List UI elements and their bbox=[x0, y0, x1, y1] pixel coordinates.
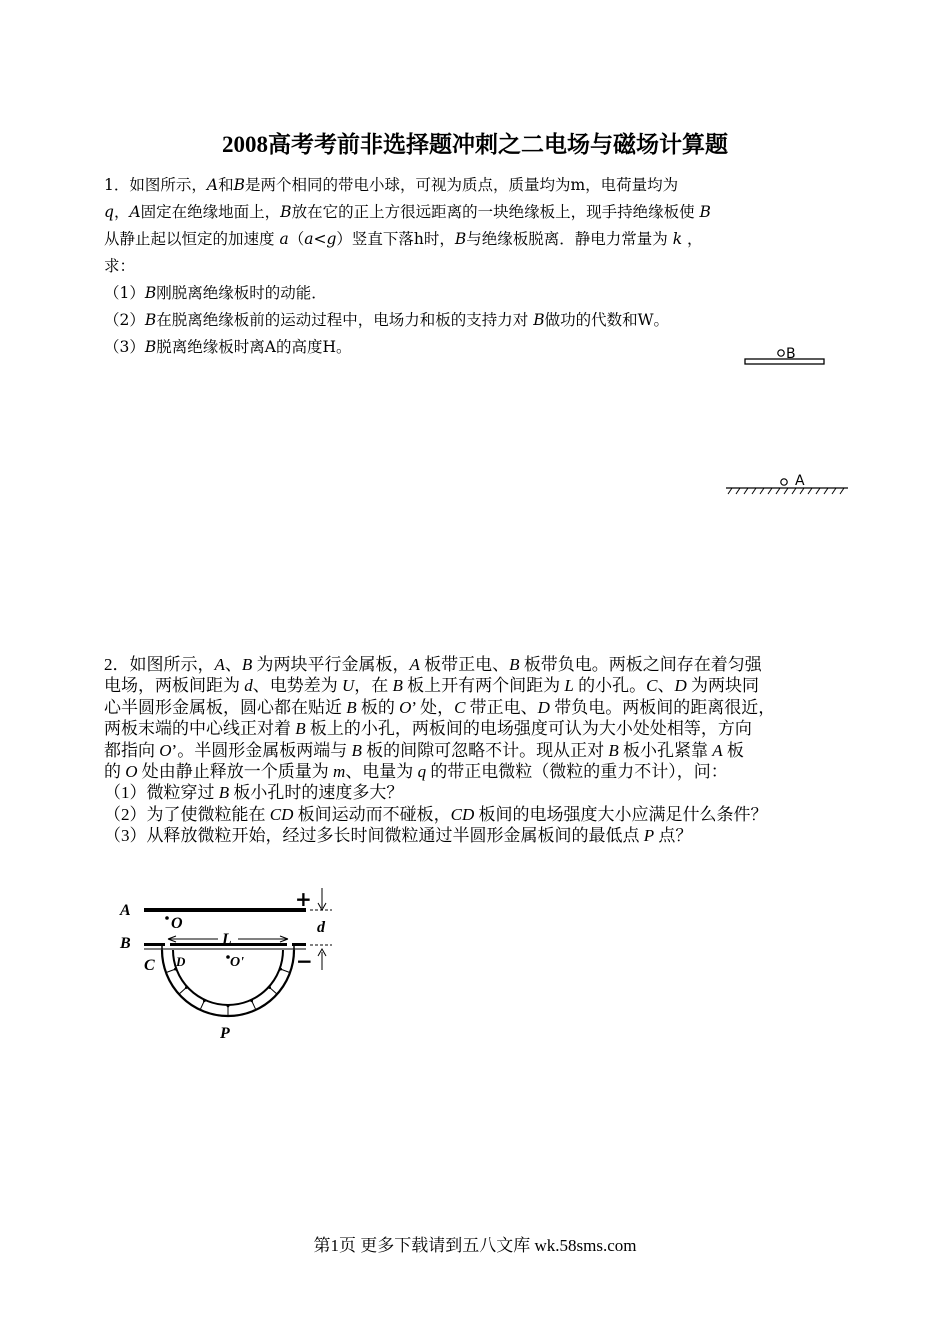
field-arrow-head bbox=[268, 986, 271, 989]
math-variable: B bbox=[241, 655, 253, 674]
math-variable: A bbox=[409, 655, 420, 674]
math-variable: m bbox=[333, 762, 346, 781]
p1-line bbox=[104, 336, 351, 358]
math-variable: B bbox=[509, 655, 520, 674]
text-segment: < bbox=[313, 230, 327, 248]
text-segment: 做功的代数和W。 bbox=[544, 311, 670, 329]
text-segment: 2．如图所示， bbox=[104, 655, 215, 674]
text-segment: 、电势差为 bbox=[252, 676, 342, 696]
text-segment: 两板末端的中心线正对着 bbox=[104, 719, 296, 739]
label-p: P bbox=[220, 1025, 230, 1042]
text-segment: 、 bbox=[657, 676, 675, 696]
text-segment: 的 bbox=[104, 762, 126, 781]
text-segment: ’ 处， bbox=[411, 697, 455, 717]
text-segment: 刚脱离绝缘板时的动能． bbox=[156, 284, 327, 302]
text-segment: （ bbox=[288, 230, 305, 248]
text-segment: ， bbox=[682, 230, 703, 248]
text-segment: 板的 bbox=[356, 697, 400, 717]
math-variable: O bbox=[125, 762, 138, 781]
math-variable: B bbox=[346, 697, 357, 717]
text-segment: 为两块同 bbox=[686, 676, 760, 696]
text-segment: 固定在绝缘地面上， bbox=[140, 203, 281, 221]
text-segment: 是两个相同的带电小球，可视为质点，质量均为m，电荷量均为 bbox=[244, 176, 679, 194]
math-variable: B bbox=[454, 230, 467, 248]
math-variable: CD bbox=[269, 804, 294, 824]
p2-line bbox=[104, 654, 762, 676]
math-variable: d bbox=[244, 676, 253, 696]
field-arrow-head bbox=[203, 999, 206, 1002]
text-segment: （3） bbox=[104, 338, 145, 356]
text-segment: （2） bbox=[104, 311, 145, 329]
p2-line bbox=[104, 718, 752, 740]
p2-line bbox=[104, 761, 728, 783]
math-variable: k bbox=[672, 230, 683, 248]
math-variable: A bbox=[214, 655, 225, 674]
text-segment: 都指向 bbox=[104, 740, 160, 760]
text-segment: 板带正电、 bbox=[419, 655, 510, 674]
label-d-plate: D bbox=[176, 954, 186, 969]
ground-hatch-mark bbox=[744, 488, 748, 494]
math-variable: P bbox=[643, 826, 655, 846]
text-segment: 板上的小孔，两板间的电场强度可认为大小处处相等，方向 bbox=[305, 719, 752, 739]
text-segment: 板小孔紧靠 bbox=[618, 740, 713, 760]
text-segment: 脱离绝缘板时离A的高度H。 bbox=[156, 338, 352, 356]
math-variable: q bbox=[417, 762, 427, 781]
math-variable: A bbox=[712, 740, 723, 760]
text-segment: ， bbox=[113, 203, 130, 221]
field-arrow-head bbox=[279, 968, 282, 971]
p2-line bbox=[104, 740, 744, 762]
text-segment: 在脱离绝缘板前的运动过程中，电场力和板的支持力对 bbox=[156, 311, 534, 329]
label-l: L bbox=[222, 931, 232, 948]
p1-line bbox=[104, 174, 678, 196]
text-segment: 求： bbox=[104, 257, 136, 275]
text-segment: 和 bbox=[218, 176, 234, 194]
ground-hatch-mark bbox=[832, 488, 836, 494]
text-segment: 、电量为 bbox=[345, 762, 418, 781]
math-variable: D bbox=[674, 676, 687, 696]
math-variable: B bbox=[233, 176, 245, 194]
text-segment: 带正电、 bbox=[465, 697, 538, 717]
math-variable: U bbox=[342, 676, 355, 696]
math-variable: C bbox=[646, 676, 658, 696]
text-segment: 与绝缘板脱离．静电力常量为 bbox=[466, 230, 673, 248]
field-arrow-head bbox=[250, 999, 253, 1002]
p1-line bbox=[104, 282, 327, 304]
p2-line bbox=[104, 804, 768, 826]
text-segment: 板小孔时的速度多大？ bbox=[229, 783, 404, 803]
text-segment: 为两块平行金属板， bbox=[252, 655, 410, 674]
page-title: 2008高考考前非选择题冲刺之二电场与磁场计算题 bbox=[222, 132, 728, 157]
text-segment: 处由静止释放一个质量为 bbox=[137, 762, 334, 781]
math-variable: B bbox=[218, 783, 230, 803]
label-b: B bbox=[120, 935, 131, 952]
figure-1-label-a: A bbox=[795, 473, 805, 489]
ground-hatch-mark bbox=[776, 488, 780, 494]
text-segment: ）竖直下落h时， bbox=[336, 230, 455, 248]
text-segment: 板 bbox=[722, 740, 744, 760]
math-variable: B bbox=[392, 676, 403, 696]
math-variable: q bbox=[104, 203, 114, 221]
p1-line bbox=[104, 228, 703, 250]
p2-line bbox=[104, 825, 692, 847]
text-segment: ’。半圆形金属板两端与 bbox=[171, 740, 352, 760]
math-variable: B bbox=[144, 284, 157, 302]
text-segment: （3）从释放微粒开始，经过多长时间微粒通过半圆形金属板间的最低点 bbox=[104, 826, 644, 846]
text-segment: 带负电。两板间的距离很近， bbox=[549, 697, 776, 717]
figure-1-label-b: B bbox=[786, 346, 796, 362]
text-segment: 板带负电。两板之间存在着匀强 bbox=[519, 655, 762, 674]
text-segment: （1）微粒穿过 bbox=[104, 783, 219, 803]
p2-line bbox=[104, 675, 759, 697]
math-variable: A bbox=[129, 203, 141, 221]
ground-hatch-mark bbox=[768, 488, 772, 494]
label-a: A bbox=[120, 902, 131, 919]
figure-2 bbox=[112, 882, 352, 1042]
math-variable: g bbox=[326, 230, 337, 248]
text-segment: 点？ bbox=[654, 826, 693, 846]
p2-line bbox=[104, 782, 403, 804]
math-variable: B bbox=[699, 203, 711, 221]
figure-1-ground bbox=[726, 488, 848, 494]
p1-line bbox=[104, 309, 669, 331]
label-c: C bbox=[144, 957, 155, 974]
figure-1 bbox=[722, 338, 852, 488]
figure-1-ball-a bbox=[781, 479, 787, 485]
text-segment: 、 bbox=[224, 655, 242, 674]
ground-hatch-mark bbox=[736, 488, 740, 494]
field-arrow-head bbox=[227, 1005, 230, 1008]
text-segment: 的小孔。 bbox=[573, 676, 647, 696]
math-variable: B bbox=[280, 203, 292, 221]
math-variable: C bbox=[454, 697, 466, 717]
point-o bbox=[165, 916, 169, 920]
field-arrows bbox=[167, 968, 289, 1015]
text-segment: （1） bbox=[104, 284, 145, 302]
text-segment: 板的间隙可忽略不计。现从正对 bbox=[361, 740, 609, 760]
math-variable: B bbox=[608, 740, 619, 760]
math-variable: B bbox=[144, 338, 157, 356]
text-segment: 板上开有两个间距为 bbox=[402, 676, 565, 696]
ground-hatch-mark bbox=[760, 488, 764, 494]
p1-line bbox=[104, 255, 135, 277]
p2-line bbox=[104, 697, 775, 719]
math-variable: D bbox=[537, 697, 550, 717]
math-variable: B bbox=[295, 719, 306, 739]
footer: 第1页 更多下载请到五八文库 wk.58sms.com bbox=[313, 1236, 637, 1255]
text-segment: 心半圆形金属板，圆心都在贴近 bbox=[104, 697, 347, 717]
math-variable: O bbox=[399, 697, 412, 717]
plate-a bbox=[144, 908, 306, 912]
text-segment: 1．如图所示， bbox=[104, 176, 207, 194]
ground-hatch-mark bbox=[784, 488, 788, 494]
math-variable: O bbox=[159, 740, 172, 760]
math-variable: B bbox=[144, 311, 157, 329]
math-variable: A bbox=[206, 176, 219, 194]
text-segment: 的带正电微粒（微粒的重力不计），问： bbox=[426, 762, 728, 781]
label-o: O bbox=[171, 915, 183, 932]
text-segment: ，在 bbox=[354, 676, 393, 696]
ground-hatch-mark bbox=[808, 488, 812, 494]
text-segment: 电场，两板间距为 bbox=[104, 676, 245, 696]
text-segment: 板间的电场强度大小应满足什么条件？ bbox=[474, 804, 768, 824]
label-d: d bbox=[317, 919, 325, 936]
text-segment: 放在它的正上方很远距离的一块绝缘板上，现手持绝缘板使 bbox=[291, 203, 700, 221]
text-segment: 板间运动而不碰板， bbox=[293, 804, 451, 824]
math-variable: a bbox=[279, 230, 289, 248]
math-variable: L bbox=[564, 676, 574, 696]
math-variable: a bbox=[304, 230, 314, 248]
field-arrow-head bbox=[185, 986, 188, 989]
math-variable: B bbox=[533, 311, 545, 329]
ground-hatch-mark bbox=[840, 488, 844, 494]
math-variable: B bbox=[351, 740, 362, 760]
ground-hatch-mark bbox=[824, 488, 828, 494]
p1-line bbox=[104, 201, 711, 223]
ground-hatch-mark bbox=[816, 488, 820, 494]
text-segment: （2）为了使微粒能在 bbox=[104, 804, 270, 824]
ground-hatch-mark bbox=[728, 488, 732, 494]
text-segment: 从静止起以恒定的加速度 bbox=[104, 230, 280, 248]
figure-1-ball-b bbox=[778, 350, 784, 356]
ground-hatch-mark bbox=[752, 488, 756, 494]
minus-sign: − bbox=[296, 949, 313, 973]
label-o-prime: O' bbox=[230, 955, 244, 970]
plus-sign: + bbox=[295, 887, 312, 911]
math-variable: CD bbox=[450, 804, 475, 824]
figure-1-plate bbox=[745, 359, 824, 364]
